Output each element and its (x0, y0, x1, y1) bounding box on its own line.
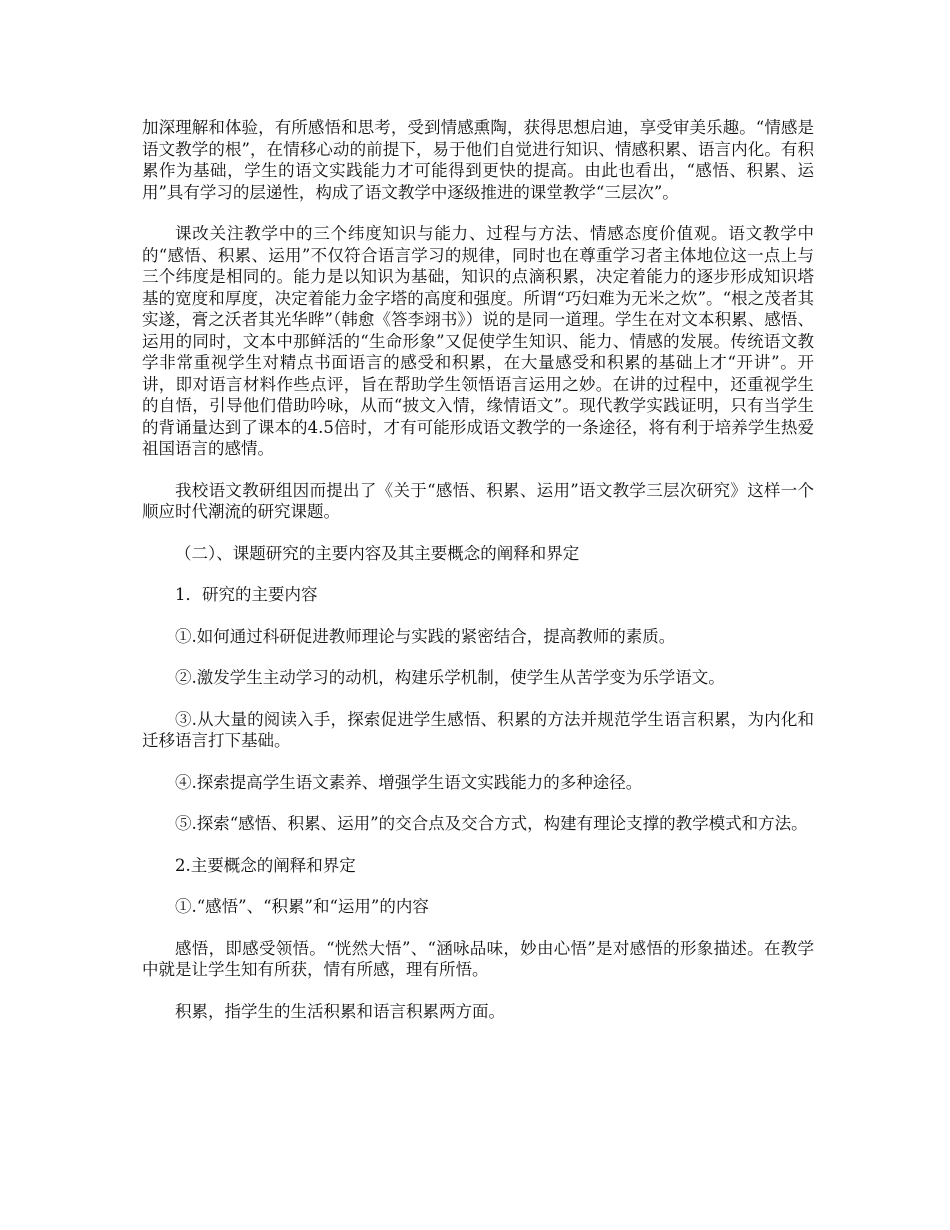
list-item-5: ⑤.探索“感悟、积累、运用”的交合点及交合方式，构建有理论支撑的教学模式和方法。 (175, 814, 808, 833)
list-item-3: ③.从大量的阅读入手，探索促进学生感悟、积累的方法并规范学生语言积累，为内化和迁移语言打下基础。 (142, 709, 814, 750)
document-body (142, 117, 814, 1042)
paragraph-2: 课改关注教学中的三个纬度知识与能力、过程与方法、情感态度价值观。语文教学中的“感悟、积累、运用”不仅符合语言学习的规律，同时也在尊重学习者主体地位这一点上与三个纬度是相同的。能力是以知识为基础，知识的点滴积累，决定着能力的逐步形成知识塔基的宽度和厚度，决定着能力金字塔的高度和强度。所谓“巧妇难为无米之炊”。“根之茂者其实遂，膏之沃者其光华晔”（韩愈《答李翊书》）说的是同一道理。学生在对文本积累、感悟、运用的同时，文本中那鲜活的“生命形象”又促使学生知识、能力、情感的发展。传统语文教学非常重视学生对精点书面语言的感受和积累，在大量感受和积累的基础上才“开讲”。开讲，即对语言材料作些点评，旨在帮助学生领悟语言运用之妙。在讲的过程中，还重视学生的自悟，引导他们借助吟咏，从而“披文入情，缘情语文”。现代教学实践证明，只有当学生的背诵量达到了课本的4.5倍时，才有可能形成语文教学的一条途径，将有利于培养学生热爱祖国语言的感情。 (142, 224, 814, 458)
paragraph-1: 加深理解和体验，有所感悟和思考，受到情感熏陶，获得思想启迪，享受审美乐趣。“情感是语文教学的根”，在情移心动的前提下，易于他们自觉进行知识、情感积累、语言内化。有积累作为基础，学生的语文实践能力才可能得到更快的提高。由此也看出，“感悟、积累、运用”具有学习的层递性，构成了语文教学中逐级推进的课堂教学“三层次”。 (142, 118, 814, 202)
paragraph-ganwu: 感悟，即感受领悟。“恍然大悟”、“涵咏品味，妙由心悟”是对感悟的形象描述。在教学中就是让学生知有所获，情有所感，理有所悟。 (142, 938, 814, 979)
list-item-2: ②.激发学生主动学习的动机，构建乐学机制，使学生从苦学变为乐学语文。 (175, 668, 725, 687)
concept-item-1: ①.“感悟”、“积累”和“运用”的内容 (175, 897, 429, 916)
paragraph-jilei: 积累，指学生的生活积累和语言积累两方面。 (175, 1001, 505, 1021)
subheading-concepts: 2.主要概念的阐释和界定 (175, 855, 356, 875)
list-item-4: ④.探索提高学生语文素养、增强学生语文实践能力的多种途径。 (175, 772, 643, 792)
list-item-1: ①.如何通过科研促进教师理论与实践的紧密结合，提高教师的素质。 (175, 626, 676, 646)
section-heading-2: （二）、课题研究的主要内容及其主要概念的阐释和界定 (175, 543, 580, 563)
paragraph-3: 我校语文教研组因而提出了《关于“感悟、积累、运用”语文教学三层次研究》这样一个顺应时代潮流的研究课题。 (142, 480, 814, 521)
subheading-main-content: 1．研究的主要内容 (175, 585, 318, 604)
